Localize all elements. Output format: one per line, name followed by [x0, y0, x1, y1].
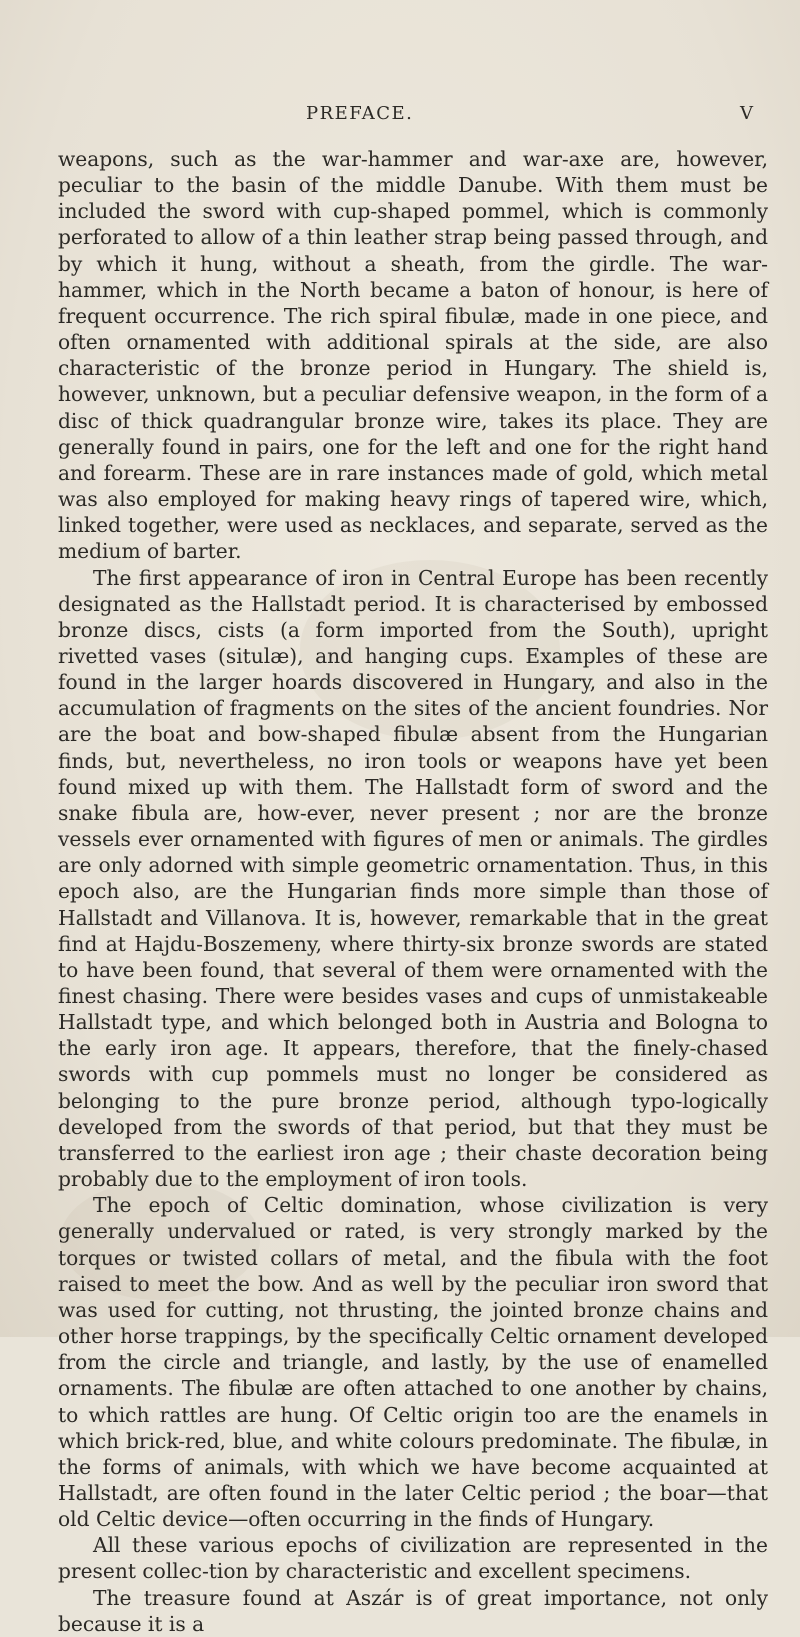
paragraph-aszar-treasure: The treasure found at Aszár is of great importance, not only because it is a — [58, 1585, 768, 1636]
page-number: V — [740, 103, 753, 124]
chapter-title: PREFACE. — [306, 103, 414, 124]
paragraph-celtic-epoch: The epoch of Celtic domination, whose civilization is very generally undervalued or rated, is very strongly marked by the torques or twisted collars of metal, and the fibula with the foot raised to meet the bow. And as well by the peculiar iron sword that was used for cutting, not thrusting, the jointed bronze chains and other horse trappings, by the specifically Celtic ornament developed from the circle and triangle, and lastly, by the use of enamelled ornaments. The fibulæ are often attached to one another by chains, to which rattles are hung. Of Celtic origin too are the enamels in which brick-red, blue, and white colours predominate. The fibulæ, in the forms of animals, with which we have become acquainted at Hallstadt, are often found in the later Celtic period ; the boar—that old Celtic device—often occurring in the finds of Hungary. — [58, 1193, 768, 1532]
running-head — [0, 103, 800, 133]
body-text — [58, 146, 768, 1637]
paragraph-weapons: weapons, such as the war-hammer and war-axe are, however, peculiar to the basin of the middle Danube. With them must be included the sword with cup-shaped pommel, which is commonly perforated to allow of a thin leather strap being passed through, and by which it hung, without a sheath, from the girdle. The war-hammer, which in the North became a baton of honour, is here of frequent occurrence. The rich spiral fibulæ, made in one piece, and often ornamented with additional spirals at the side, are also characteristic of the bronze period in Hungary. The shield is, however, unknown, but a peculiar defensive weapon, in the form of a disc of thick quadrangular bronze wire, takes its place. They are generally found in pairs, one for the left and one for the right hand and forearm. These are in rare instances made of gold, which metal was also employed for making heavy rings of tapered wire, which, linked together, were used as necklaces, and separate, served as the medium of barter. — [58, 147, 768, 564]
paragraph-collection: All these various epochs of civilization are represented in the present collec-tion by characteristic and excellent specimens. — [58, 1533, 768, 1584]
paragraph-hallstadt-period: The first appearance of iron in Central Europe has been recently designated as the Hallstadt period. It is characterised by embossed bronze discs, cists (a form imported from the South), upright rivetted vases (situlæ), and hanging cups. Examples of these are found in the larger hoards discovered in Hungary, and also in the accumulation of fragments on the sites of the ancient foundries. Nor are the boat and bow-shaped fibulæ absent from the Hungarian finds, but, nevertheless, no iron tools or weapons have yet been found mixed up with them. The Hallstadt form of sword and the snake fibula are, how-ever, never present ; nor are the bronze vessels ever ornamented with figures of men or animals. The girdles are only adorned with simple geometric ornamentation. Thus, in this epoch also, are the Hungarian finds more simple than those of Hallstadt and Villanova. It is, however, remarkable that in the great find at Hajdu-Boszemeny, where thirty-six bronze swords are stated to have been found, that several of them were ornamented with the finest chasing. There were besides vases and cups of unmistakeable Hallstadt type, and which belonged both in Austria and Bologna to the early iron age. It appears, therefore, that the finely-chased swords with cup pommels must no longer be considered as belonging to the pure bronze period, although typo-logically developed from the swords of that period, but that they must be transferred to the earliest iron age ; their chaste decoration being probably due to the employment of iron tools. — [58, 565, 768, 1192]
